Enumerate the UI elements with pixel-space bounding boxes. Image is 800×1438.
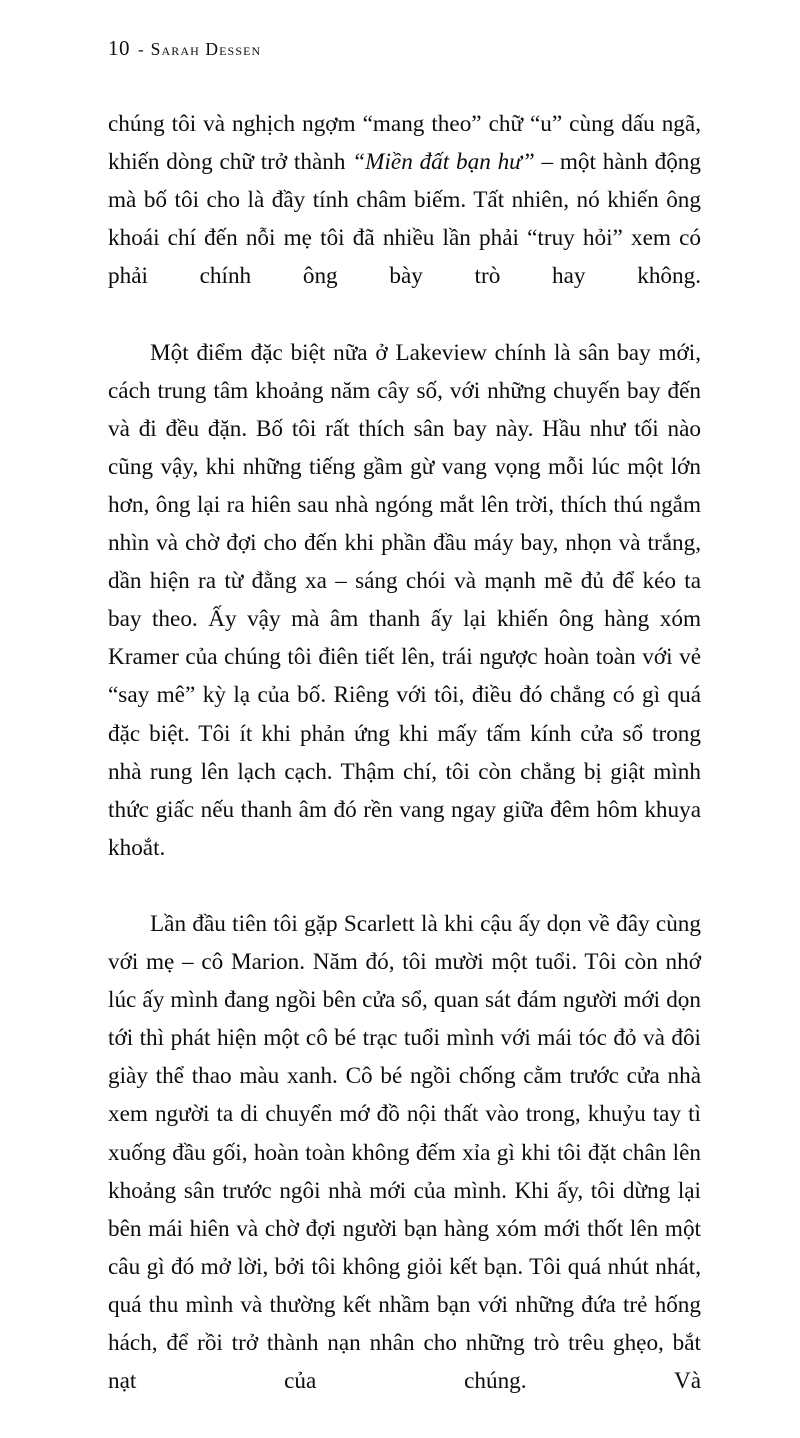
text-run: chúng tôi và nghịch ngợm “mang theo” chữ “u” cùng dấu ngã, khiến dòng chữ trở thành — [108, 111, 701, 176]
paragraph — [108, 105, 701, 334]
running-head — [108, 36, 261, 61]
paragraph — [108, 905, 701, 1438]
running-head-separator: - — [138, 40, 144, 59]
text-run: Một điểm đặc biệt nữa ở Lakeview chính là sân bay mới, cách trung tâm khoảng năm cây số, với những chuyến bay đến và đi đều đặn. Bố tôi rất thích sân bay này. Hầu như tối nào cũng vậy, khi những tiếng gầm gừ vang vọng mỗi lúc một lớn hơn, ông lại ra hiên sau nhà ngóng mắt lên trời, thích thú ngắm nhìn và chờ đợi cho đến khi phần đầu máy bay, nhọn và trắng, dần hiện ra từ đằng xa – sáng chói và mạnh mẽ đủ để kéo ta bay theo. Ấy vậy mà âm thanh ấy lại khiến ông hàng xóm Kramer của chúng tôi điên tiết lên, trái ngược hoàn toàn với vẻ “say mê” kỳ lạ của bố. Riêng với tôi, điều đó chẳng có gì quá đặc biệt. Tôi ít khi phản ứng khi mấy tấm kính cửa sổ trong nhà rung lên lạch cạch. Thậm chí, tôi còn chẳng bị giật mình thức giấc nếu thanh âm đó rền vang ngay giữa đêm hôm khuya khoắt. — [108, 339, 701, 861]
body-text-block — [108, 105, 701, 1438]
paragraph — [108, 334, 701, 905]
text-run: – một hành động mà bố tôi cho là đầy tính châm biếm. Tất nhiên, nó khiến ông khoái chí đến nỗi mẹ tôi đã nhiều lần phải “truy hỏi” xem có phải chính ông bày trò hay không. — [108, 149, 701, 290]
text-run: Lần đầu tiên tôi gặp Scarlett là khi cậu ấy dọn về đây cùng với mẹ – cô Marion. Năm đó, tôi mười một tuổi. Tôi còn nhớ lúc ấy mình đang ngồi bên cửa sổ, quan sát đám người mới dọn tới thì phát hiện một cô bé trạc tuổi mình với mái tóc đỏ và đôi giày thể thao màu xanh. Cô bé ngồi chống cằm trước cửa nhà xem người ta di chuyển mớ đồ nội thất vào trong, khuỷu tay tì xuống đầu gối, hoàn toàn không đếm xỉa gì khi tôi đặt chân lên khoảng sân trước ngôi nhà mới của mình. Khi ấy, tôi dừng lại bên mái hiên và chờ đợi người bạn hàng xóm mới thốt lên một câu gì đó mở lời, bởi tôi không giỏi kết bạn. Tôi quá nhút nhát, quá thu mình và thường kết nhầm bạn với những đứa trẻ hống hách, để rồi trở thành nạn nhân cho những trò trêu ghẹo, bắt nạt của chúng. Và — [108, 910, 701, 1395]
running-head-author: Sarah Dessen — [150, 39, 262, 59]
book-title-italic: “Miền đất bạn hư” — [352, 149, 535, 176]
page-number: 10 — [108, 36, 130, 60]
